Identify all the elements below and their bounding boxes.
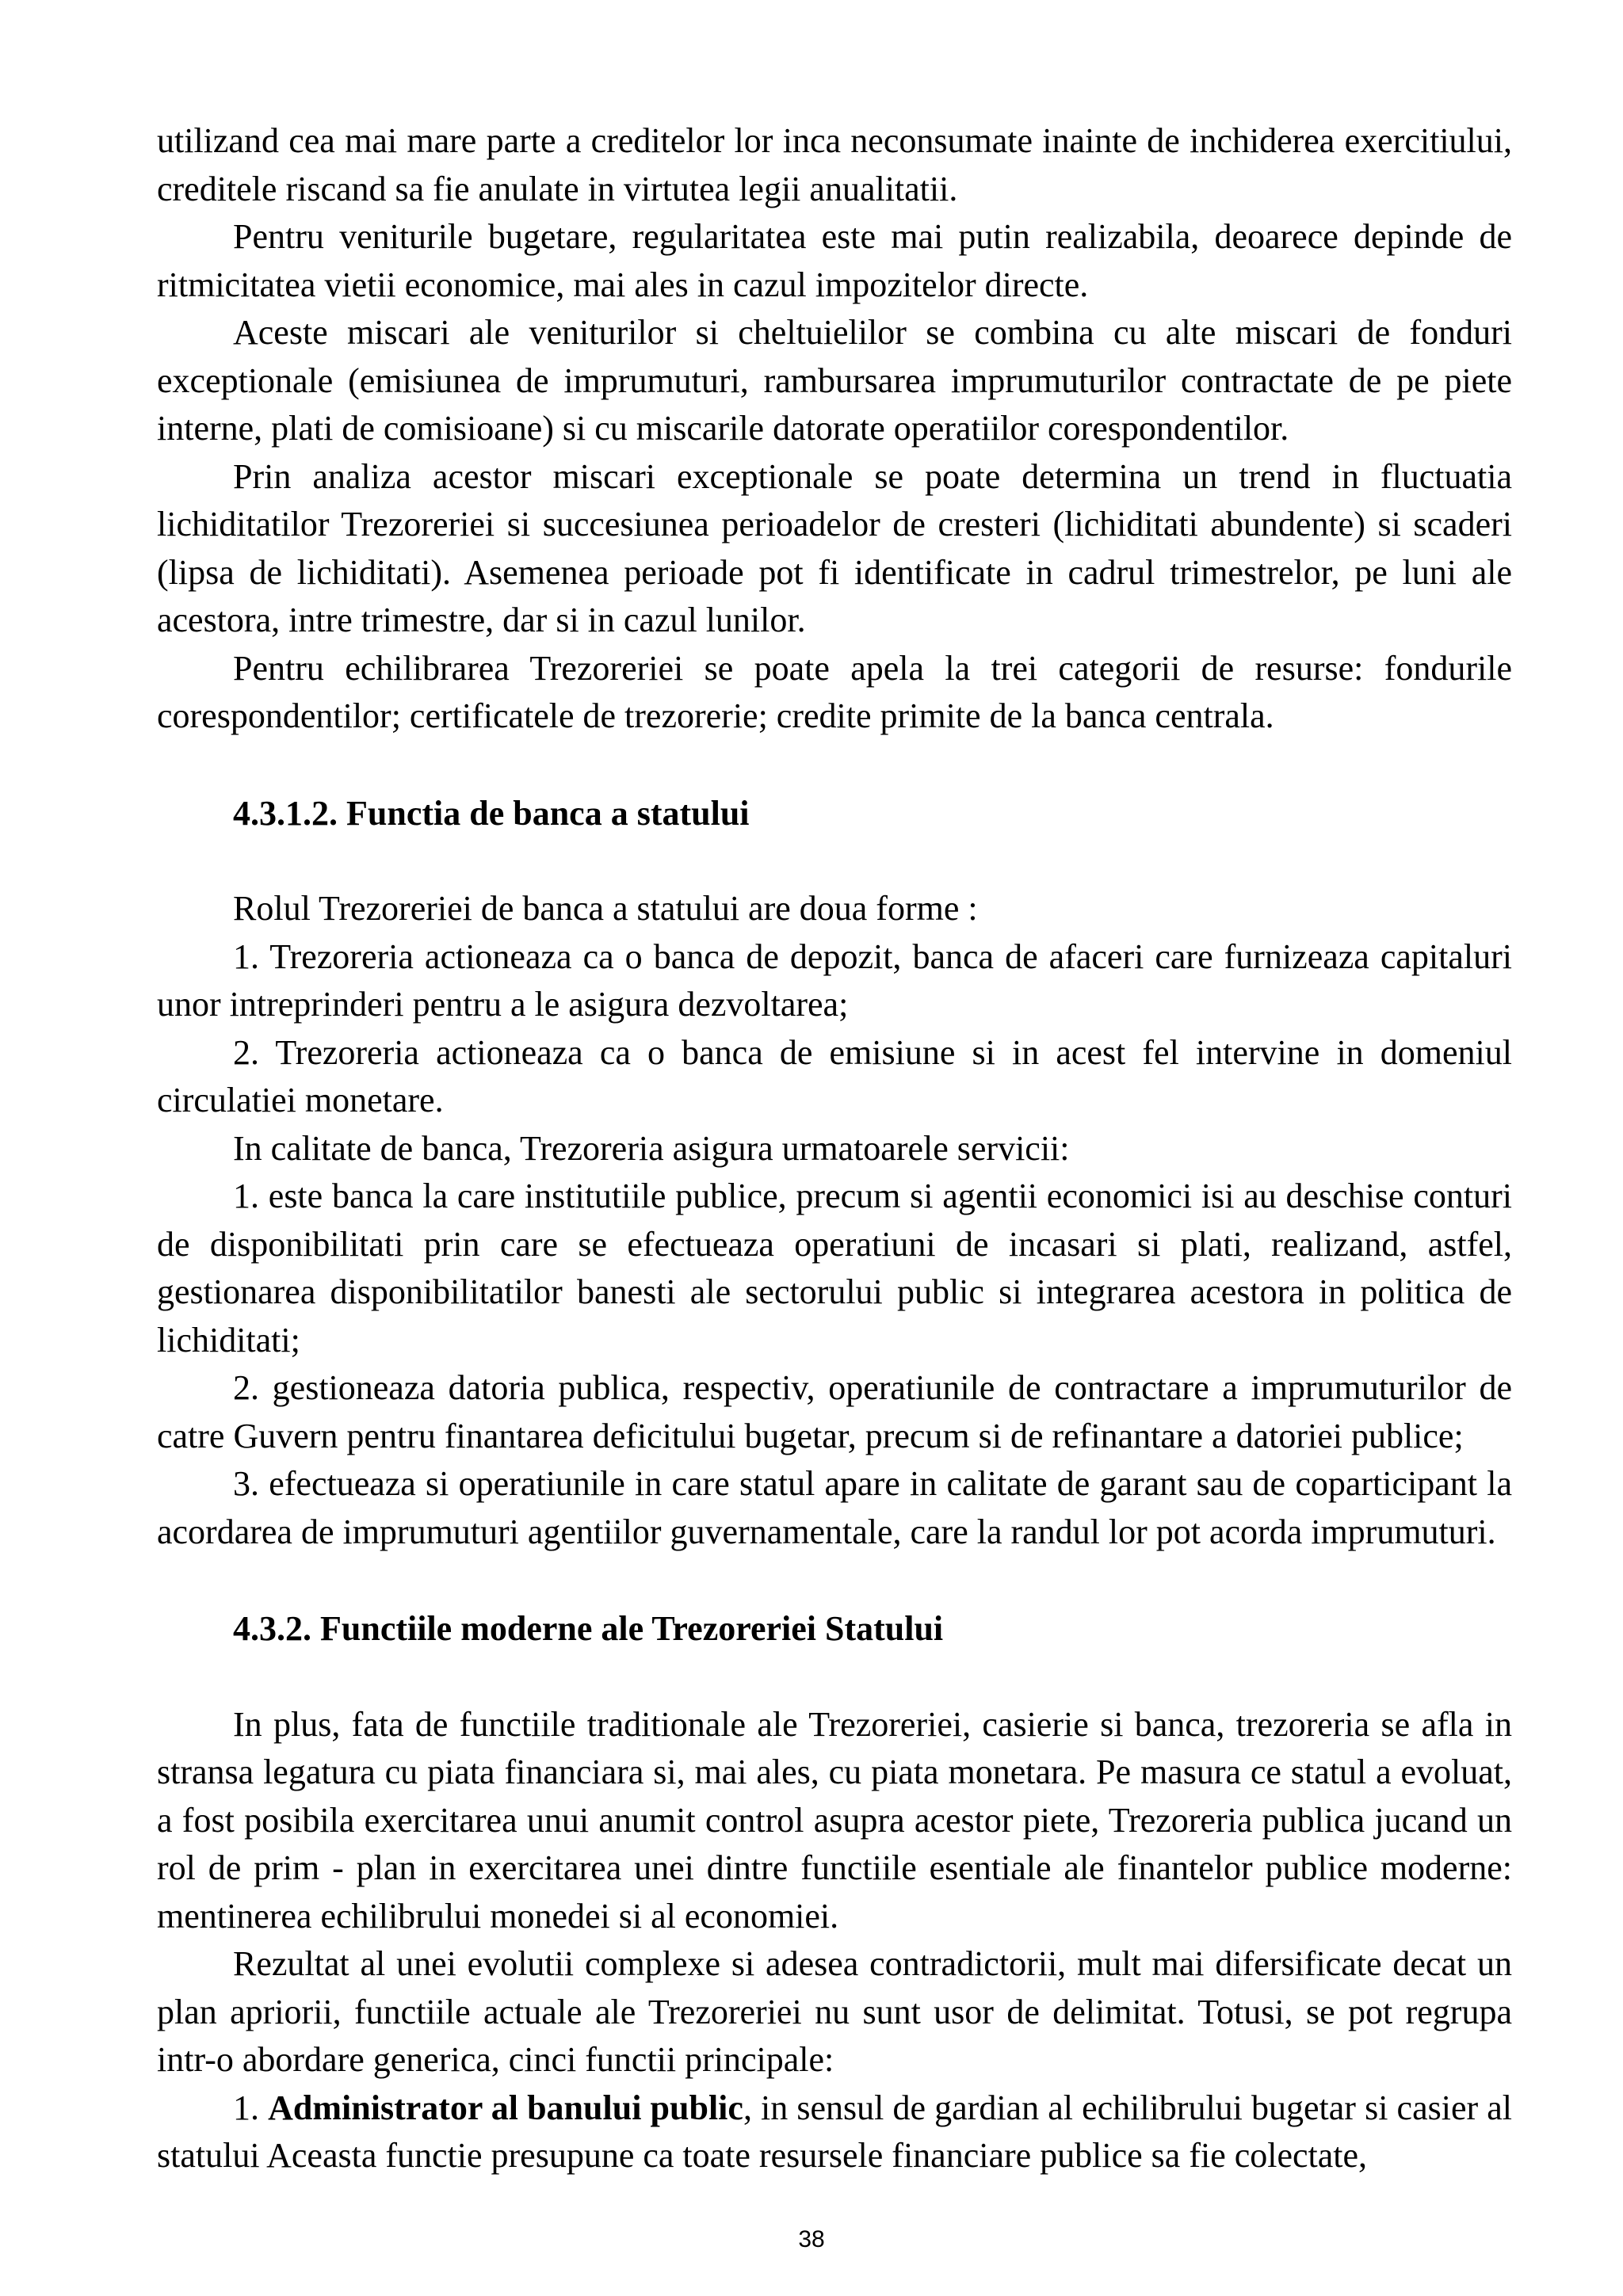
list-item — [157, 2084, 1512, 2180]
section-functii-moderne — [157, 1701, 1512, 2180]
list-item-number: 1. — [233, 2088, 269, 2127]
paragraph: Pentru veniturile bugetare, regularitatea este mai putin realizabila, deoarece depinde de ritmicitatea vietii economice, mai ales in cazul impozitelor directe. — [157, 217, 1512, 304]
list-item: 2. gestioneaza datoria publica, respectiv, operatiunile de contractare a imprumuturilor de catre Guvern pentru finantarea deficitului bugetar, precum si de refinantare a datoriei publice; — [157, 1368, 1512, 1455]
list-item: 2. Trezoreria actioneaza ca o banca de emisiune si in acest fel intervine in domeniul circulatiei monetare. — [157, 1032, 1512, 1119]
paragraph-continuation: utilizand cea mai mare parte a creditelor lor inca neconsumate inainte de inchiderea exercitiului, creditele riscand sa fie anulate in virtutea legii anualitatii. — [157, 121, 1512, 208]
page-number: 38 — [798, 2226, 825, 2252]
list-item-text: , in sensul de gardian al echilibrului bugetar si casier al statului Aceasta functie presupune ca toate resursele financiare publice sa fie colectate, — [157, 2088, 1513, 2175]
list-item: 1. este banca la care institutiile publice, precum si agentii economici isi au deschise conturi de disponibilitati prin care se efectueaza operatiuni de incasari si plati, realizand, astfel, gestionarea disponibilitatilor banesti ale sectorului public si integrarea acestora in politica de lichiditati; — [157, 1177, 1512, 1360]
list-item: 1. Trezoreria actioneaza ca o banca de depozit, banca de afaceri care furnizeaza capitaluri unor intreprinderi pentru a le asigura dezvoltarea; — [157, 936, 1512, 1024]
paragraph: Pentru echilibrarea Trezoreriei se poate apela la trei categorii de resurse: fondurile corespondentilor; certificatele de trezorerie; credite primite de la banca centrala. — [157, 648, 1512, 735]
paragraph: In plus, fata de functiile traditionale ale Trezoreriei, casierie si banca, trezoreria se afla in stransa legatura cu piata financiara si, mai ales, cu piata monetara. Pe masura ce statul a evoluat, a fost posibila exercitarea unui anumit control asupra acestor piete, Trezoreria publica jucand un rol de prim - plan in exercitarea unei dintre functiile esentiale ale finantelor publice moderne: mentinerea echilibrului monedei si al economiei. — [157, 1704, 1512, 1936]
paragraph: In calitate de banca, Trezoreria asigura urmatoarele servicii: — [233, 1128, 1070, 1168]
section-heading-banca-statului: 4.3.1.2. Functia de banca a statului — [233, 793, 750, 833]
section-heading-functii-moderne: 4.3.2. Functiile moderne ale Trezoreriei Statului — [233, 1609, 944, 1648]
page-content — [157, 117, 1512, 2180]
paragraph: Prin analiza acestor miscari exceptionale se poate determina un trend in fluctuatia lichiditatilor Trezoreriei si succesiunea perioadelor de cresteri (lichiditati abundente) si scaderi (lipsa de lichiditati). Asemenea perioade pot fi identificate in cadrul trimestrelor, pe luni ale acestora, intre trimestre, dar si in cazul lunilor. — [157, 456, 1512, 639]
list-item: 3. efectueaza si operatiunile in care statul apare in calitate de garant sau de coparticipant la acordarea de imprumuturi agentiilor guvernamentale, care la randul lor pot acorda imprumuturi. — [157, 1464, 1512, 1551]
list-item-bold-term: Administrator al banului public — [268, 2088, 743, 2127]
paragraph: Rezultat al unei evolutii complexe si adesea contradictorii, mult mai difersificate decat un plan apriorii, functiile actuale ale Trezoreriei nu sunt usor de delimitat. Totusi, se pot regrupa intr-o abordare generica, cinci functii principale: — [157, 1944, 1512, 2079]
paragraph: Aceste miscari ale veniturilor si cheltuielilor se combina cu alte miscari de fonduri exceptionale (emisiunea de imprumuturi, rambursarea imprumuturilor contractate de pe piete interne, plati de comisioane) si cu miscarile datorate operatiilor corespondentilor. — [157, 313, 1512, 448]
section-banca-statului — [157, 885, 1512, 1556]
paragraph: Rolul Trezoreriei de banca a statului are doua forme : — [233, 889, 978, 928]
